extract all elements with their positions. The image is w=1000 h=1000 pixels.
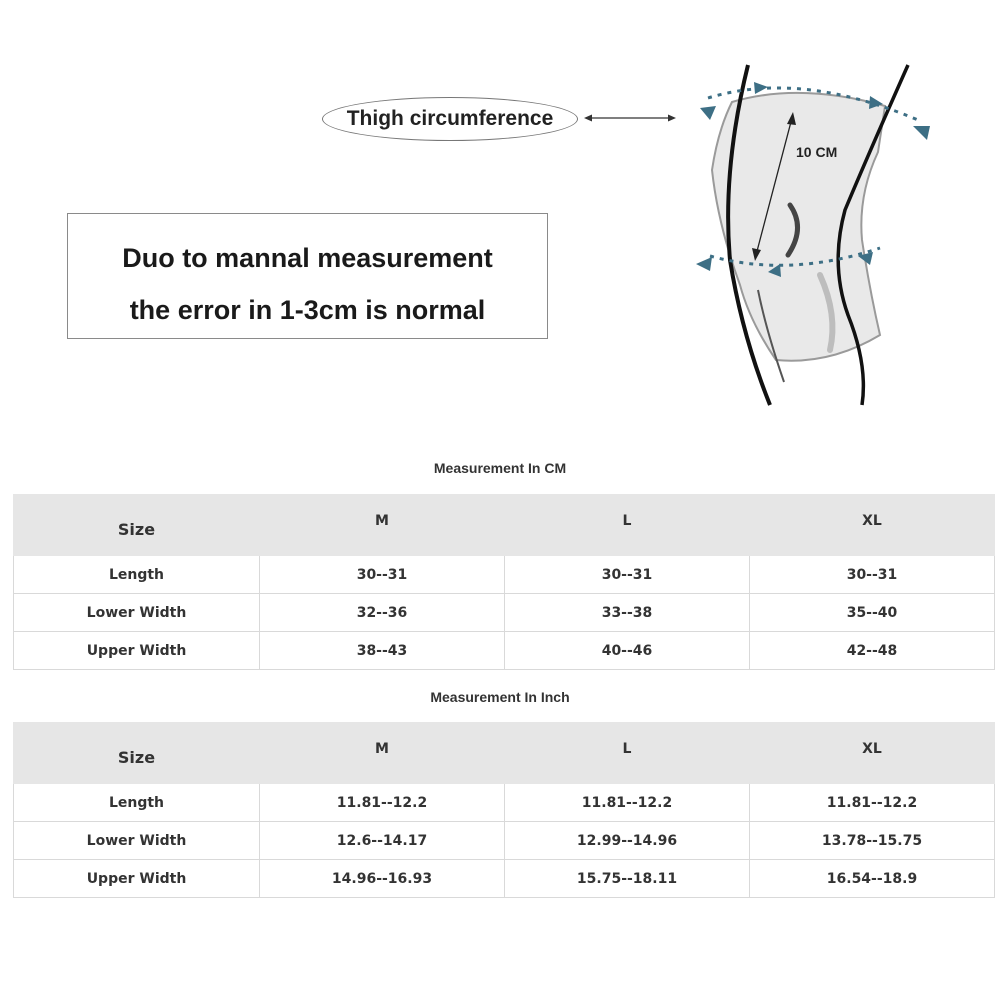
- table-cell: 12.99--14.96: [505, 822, 750, 860]
- row-label: Length: [14, 556, 260, 594]
- header-m: M: [260, 723, 505, 784]
- table-cell: 30--31: [260, 556, 505, 594]
- table-cell: 32--36: [260, 594, 505, 632]
- header-size: Size: [14, 495, 260, 556]
- cm-table-title: Measurement In CM: [433, 460, 567, 476]
- table-cell: 16.54--18.9: [750, 860, 995, 898]
- table-cell: 40--46: [505, 632, 750, 670]
- row-label: Lower Width: [14, 594, 260, 632]
- table-row: [14, 860, 995, 898]
- table-cell: 15.75--18.11: [505, 860, 750, 898]
- table-cell: 35--40: [750, 594, 995, 632]
- table-cell: 11.81--12.2: [750, 784, 995, 822]
- table-row: [14, 632, 995, 670]
- table-row: [14, 822, 995, 860]
- table-cell: 42--48: [750, 632, 995, 670]
- header-xl: XL: [750, 495, 995, 556]
- double-arrow-icon: [584, 110, 676, 126]
- table-cell: 33--38: [505, 594, 750, 632]
- cm-size-table: [13, 494, 995, 670]
- table-cell: 30--31: [750, 556, 995, 594]
- table-row: [14, 594, 995, 632]
- table-cell: 30--31: [505, 556, 750, 594]
- row-label: Length: [14, 784, 260, 822]
- row-label: Lower Width: [14, 822, 260, 860]
- note-line-2: the error in 1-3cm is normal: [129, 295, 486, 325]
- header-m: M: [260, 495, 505, 556]
- row-label: Upper Width: [14, 632, 260, 670]
- inch-size-table: [13, 722, 995, 898]
- thigh-circumference-label: Thigh circumference: [322, 97, 578, 141]
- table-header-row: [14, 723, 995, 784]
- knee-sleeve-diagram: [680, 60, 940, 410]
- header-l: L: [505, 723, 750, 784]
- table-cell: 13.78--15.75: [750, 822, 995, 860]
- table-cell: 11.81--12.2: [260, 784, 505, 822]
- measure-label: 10 CM: [796, 144, 838, 160]
- inch-table-title: Measurement In Inch: [430, 689, 570, 705]
- table-row: [14, 784, 995, 822]
- table-cell: 14.96--16.93: [260, 860, 505, 898]
- table-cell: 11.81--12.2: [505, 784, 750, 822]
- note-line-1: Duo to mannal measurement: [122, 243, 493, 273]
- table-cell: 12.6--14.17: [260, 822, 505, 860]
- header-size: Size: [14, 723, 260, 784]
- table-header-row: [14, 495, 995, 556]
- row-label: Upper Width: [14, 860, 260, 898]
- header-xl: XL: [750, 723, 995, 784]
- table-cell: 38--43: [260, 632, 505, 670]
- measurement-note: [67, 213, 548, 339]
- header-l: L: [505, 495, 750, 556]
- table-row: [14, 556, 995, 594]
